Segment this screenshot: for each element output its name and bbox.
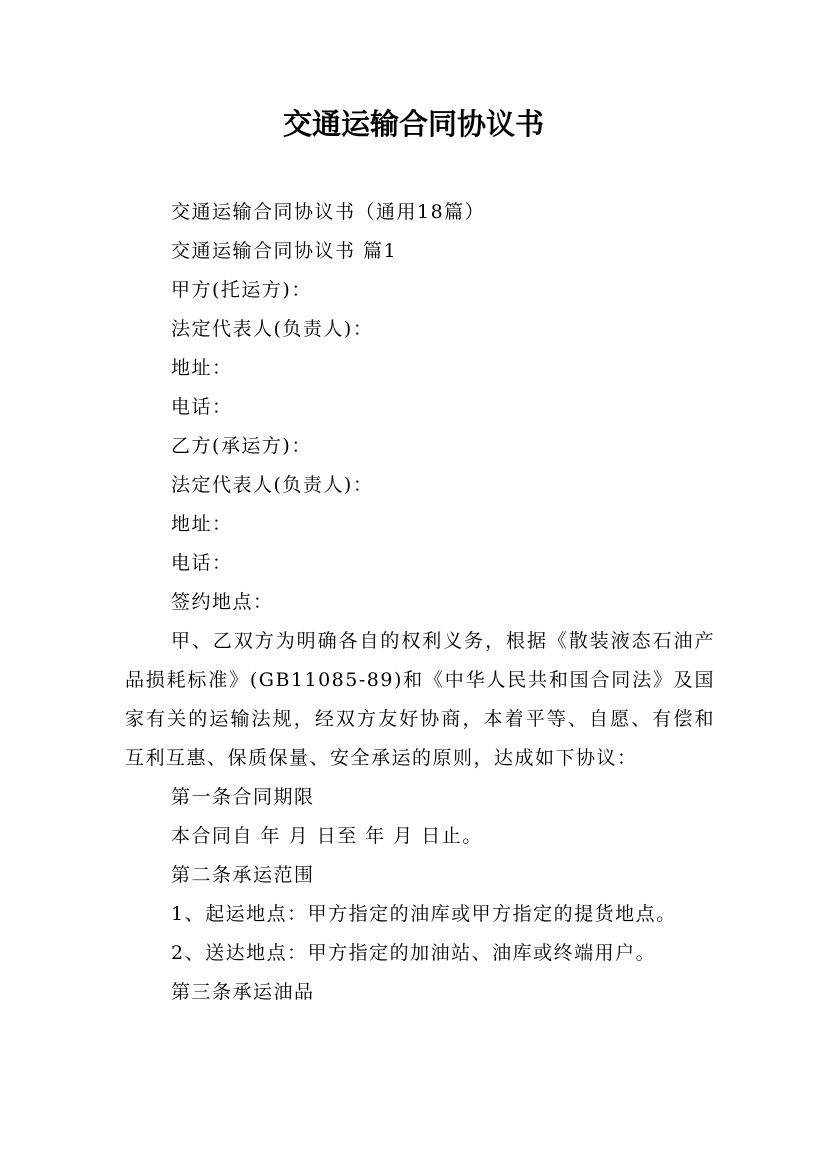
text-line-clause-3-heading: 第三条承运油品 bbox=[171, 981, 315, 1003]
text-line-clause-2-origin: 1、起运地点：甲方指定的油库或甲方指定的提货地点。 bbox=[171, 903, 677, 925]
text-line-party-a-phone: 电话： bbox=[171, 396, 233, 418]
text-line-party-a-address: 地址： bbox=[171, 357, 233, 379]
text-line-party-b: 乙方(承运方)： bbox=[171, 435, 312, 457]
text-line-clause-2-heading: 第二条承运范围 bbox=[171, 864, 315, 886]
text-paragraph-preamble: 甲、乙双方为明确各自的权利义务，根据《散装液态石油产品损耗标准》(GB11085-89)和《中华人民共和国合同法》及国家有关的运输法规，经双方友好协商，本着平等、自愿、有偿和互利互惠、保质保量、安全承运的原则，达成如下协议： bbox=[125, 630, 715, 769]
text-line-party-b-representative: 法定代表人(负责人)： bbox=[171, 474, 374, 496]
document-title: 交通运输合同协议书 bbox=[282, 107, 544, 141]
text-line-subtitle: 交通运输合同协议书（通用18篇） bbox=[171, 201, 486, 223]
text-line-clause-2-destination: 2、送达地点：甲方指定的加油站、油库或终端用户。 bbox=[171, 942, 657, 964]
text-line-clause-1-heading: 第一条合同期限 bbox=[171, 786, 315, 808]
text-line-party-a: 甲方(托运方)： bbox=[171, 279, 312, 301]
text-line-party-b-address: 地址： bbox=[171, 513, 233, 535]
text-line-party-a-representative: 法定代表人(负责人)： bbox=[171, 318, 374, 340]
text-line-section-heading: 交通运输合同协议书 篇1 bbox=[171, 240, 398, 262]
text-line-party-b-phone: 电话： bbox=[171, 552, 233, 574]
text-line-clause-1-term: 本合同自 年 月 日至 年 月 日止。 bbox=[171, 825, 483, 847]
text-line-signing-place: 签约地点： bbox=[171, 591, 274, 613]
document-body bbox=[125, 193, 715, 1012]
